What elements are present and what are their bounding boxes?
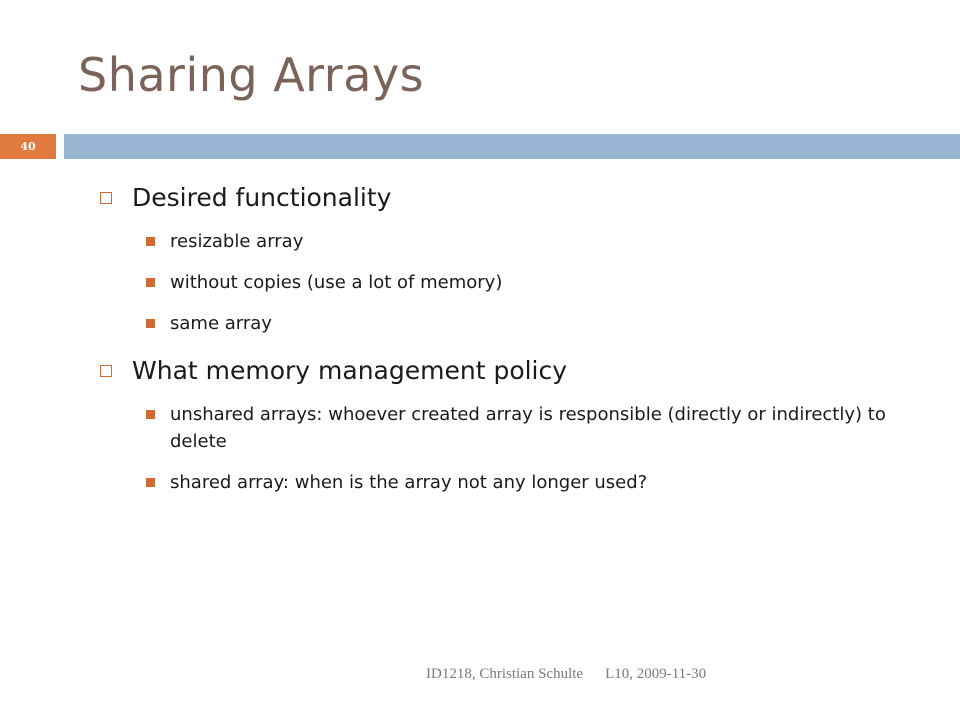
square-outline-bullet-icon <box>100 192 112 204</box>
sub-bullet-list <box>100 401 920 496</box>
sub-bullet-text: same array <box>170 313 272 334</box>
sub-bullet-item <box>100 469 920 496</box>
footer-course: ID1218, Christian Schulte <box>426 666 584 682</box>
filled-square-bullet-icon <box>146 478 155 487</box>
sub-bullet-list <box>100 228 920 337</box>
filled-square-bullet-icon <box>146 278 155 287</box>
slide-number: 40 <box>20 140 36 153</box>
sub-bullet-text: without copies (use a lot of memory) <box>170 272 503 293</box>
sub-bullet-item <box>100 269 920 296</box>
sub-bullet-item <box>100 310 920 337</box>
bullet-desired-functionality <box>100 178 920 218</box>
sub-bullet-item <box>100 228 920 255</box>
slide-content <box>100 178 920 510</box>
sub-bullet-text: resizable array <box>170 231 304 252</box>
square-outline-bullet-icon <box>100 365 112 377</box>
filled-square-bullet-icon <box>146 237 155 246</box>
sub-bullet-text: unshared arrays: whoever created array is responsible (directly or indirectly) to delete <box>170 404 886 452</box>
filled-square-bullet-icon <box>146 410 155 419</box>
bullet-memory-management-policy <box>100 351 920 391</box>
bullet-text: What memory management policy <box>132 356 568 385</box>
sub-bullet-text: shared array: when is the array not any longer used? <box>170 472 648 493</box>
bullet-text: Desired functionality <box>132 183 392 212</box>
header-bar <box>64 134 960 159</box>
sub-bullet-item <box>100 401 920 455</box>
slide-title: Sharing Arrays <box>78 48 425 102</box>
footer-lecture: L10, 2009-11-30 <box>605 666 707 682</box>
filled-square-bullet-icon <box>146 319 155 328</box>
slide-number-badge <box>0 134 56 159</box>
slide-footer <box>426 666 706 683</box>
